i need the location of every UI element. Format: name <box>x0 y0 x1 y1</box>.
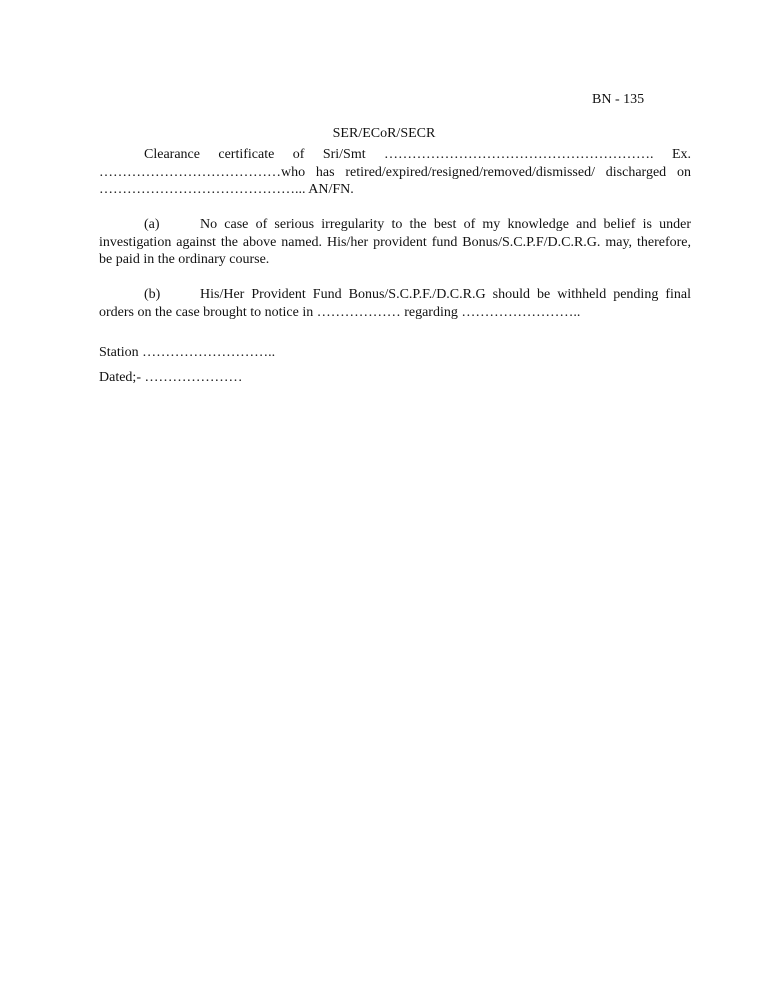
clause-b-label: (b) <box>144 287 161 302</box>
clause-a-label: (a) <box>144 217 160 232</box>
clause-a <box>99 216 691 269</box>
clause-b <box>99 286 691 321</box>
document-heading: SER/ECoR/SECR <box>332 126 436 141</box>
station-field: Station ……………………….. <box>99 345 276 360</box>
form-number: BN - 135 <box>592 92 645 107</box>
dated-field: Dated;- ………………… <box>99 370 243 385</box>
intro-paragraph: Clearance certificate of Sri/Smt …………………………………………………. Ex. …………………………………who has retired/expired/resigned/removed/dismissed/ discharged on ……………………………………... AN/FN. <box>99 147 691 197</box>
clause-b-text: His/Her Provident Fund Bonus/S.C.P.F./D.C.R.G should be withheld pending final orders on the case brought to notice in ……………… regarding …………………….. <box>99 287 691 320</box>
clause-a-text: No case of serious irregularity to the best of my knowledge and belief is under investigation against the above named. His/her provident fund Bonus/S.C.P.F/D.C.R.G. may, therefore, be paid in the ordinary course. <box>99 217 691 267</box>
